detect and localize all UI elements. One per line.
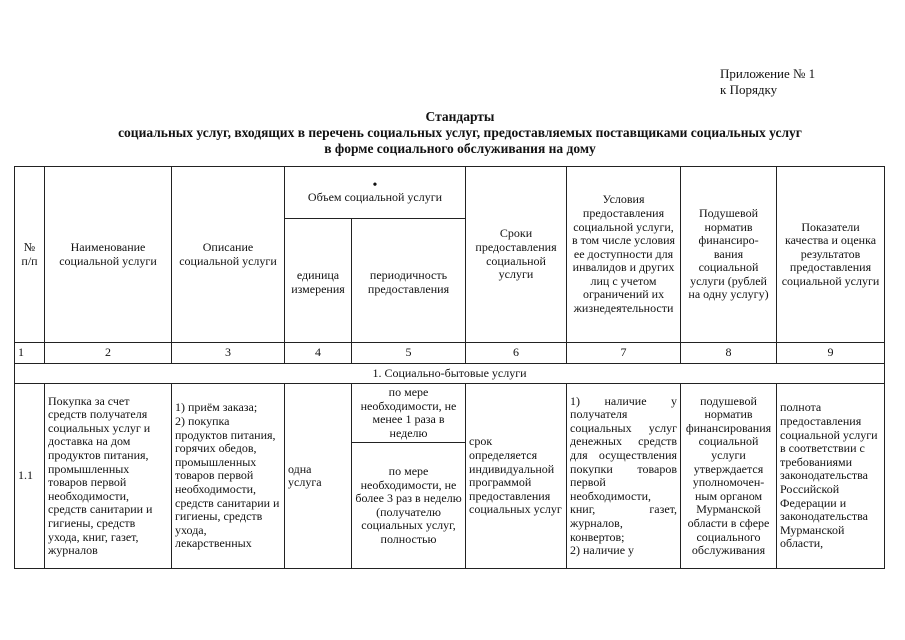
appendix-line-2: к Порядку — [720, 82, 778, 97]
row-periodicity-1: по мере необходимости, не менее 1 раза в неделю — [352, 384, 466, 443]
row-terms: срок определяется индивидуальной программой предоставления социальных услуг — [466, 384, 567, 569]
header-terms: Сроки предоставления социальной услуги — [466, 167, 567, 343]
row-num: 1.1 — [15, 384, 45, 569]
row-name: Покупка за счет средств получателя социальных услуг и доставка на дом продуктов питания, промышленных товаров первой необходимости, средств санитарии и гигиены, средств ухода, книг, газет, журналов — [45, 384, 172, 569]
header-volume-label: Объем социальной услуги — [307, 189, 443, 204]
header-periodicity: периодичность предоставления — [352, 219, 466, 343]
header-unit: единица измерения — [285, 219, 352, 343]
document-title — [40, 109, 880, 157]
column-number: 7 — [567, 343, 681, 364]
column-number: 3 — [172, 343, 285, 364]
title-line-1: Стандарты — [425, 109, 495, 124]
row-norm: подушевой норматив финансирования социальной услуги утверждается уполномочен-ным органом Мурманской области в сфере социального обслуживания — [681, 384, 777, 569]
header-name: Наименование социальной услуги — [45, 167, 172, 343]
column-number: 6 — [466, 343, 567, 364]
title-line-2: социальных услуг, входящих в перечень социальных услуг, предоставляемых поставщиками социальных услуг — [118, 125, 802, 140]
row-description: 1) приём заказа; 2) покупка продуктов питания, горячих обедов, промышленных товаров первой необходимости, средств санитарии и гигиены, средств ухода, лекарственных — [172, 384, 285, 569]
column-number: 1 — [15, 343, 45, 364]
row-quality: полнота предоставления социальной услуги в соответствии с требованиями законодательства Российской Федерации и законодательства Мурманской области, — [777, 384, 885, 569]
appendix-label — [720, 66, 815, 98]
header-num: № п/п — [15, 167, 45, 343]
row-conditions: 1) наличие у получателя социальных услуг денежных средств для осуществления покупки товаров первой необходимости, книг, газет, журналов, конвертов; 2) наличие у — [567, 384, 681, 569]
header-volume — [285, 167, 466, 219]
dot-mark: • — [372, 177, 378, 193]
header-description: Описание социальной услуги — [172, 167, 285, 343]
section-title: 1. Социально-бытовые услуги — [15, 364, 885, 384]
title-line-3: в форме социального обслуживания на дому — [324, 141, 596, 156]
column-number: 5 — [352, 343, 466, 364]
row-unit: одна услуга — [285, 384, 352, 569]
appendix-line-1: Приложение № 1 — [720, 66, 816, 81]
standards-table — [14, 166, 885, 569]
header-norm: Подушевой норматив финансиро-вания социальной услуги (рублей на одну услугу) — [681, 167, 777, 343]
header-conditions: Условия предоставления социальной услуги, в том числе условия ее доступности для инвалидов и других лиц с учетом ограничений их жизнедеятельности — [567, 167, 681, 343]
column-number: 2 — [45, 343, 172, 364]
column-number: 9 — [777, 343, 885, 364]
column-number: 4 — [285, 343, 352, 364]
column-number-row — [15, 343, 885, 364]
column-number: 8 — [681, 343, 777, 364]
header-quality: Показатели качества и оценка результатов предоставления социальной услуги — [777, 167, 885, 343]
table-row — [15, 384, 885, 443]
row-periodicity-2: по мере необходимости, не более 3 раз в неделю (получателю социальных услуг, полностью — [352, 443, 466, 569]
